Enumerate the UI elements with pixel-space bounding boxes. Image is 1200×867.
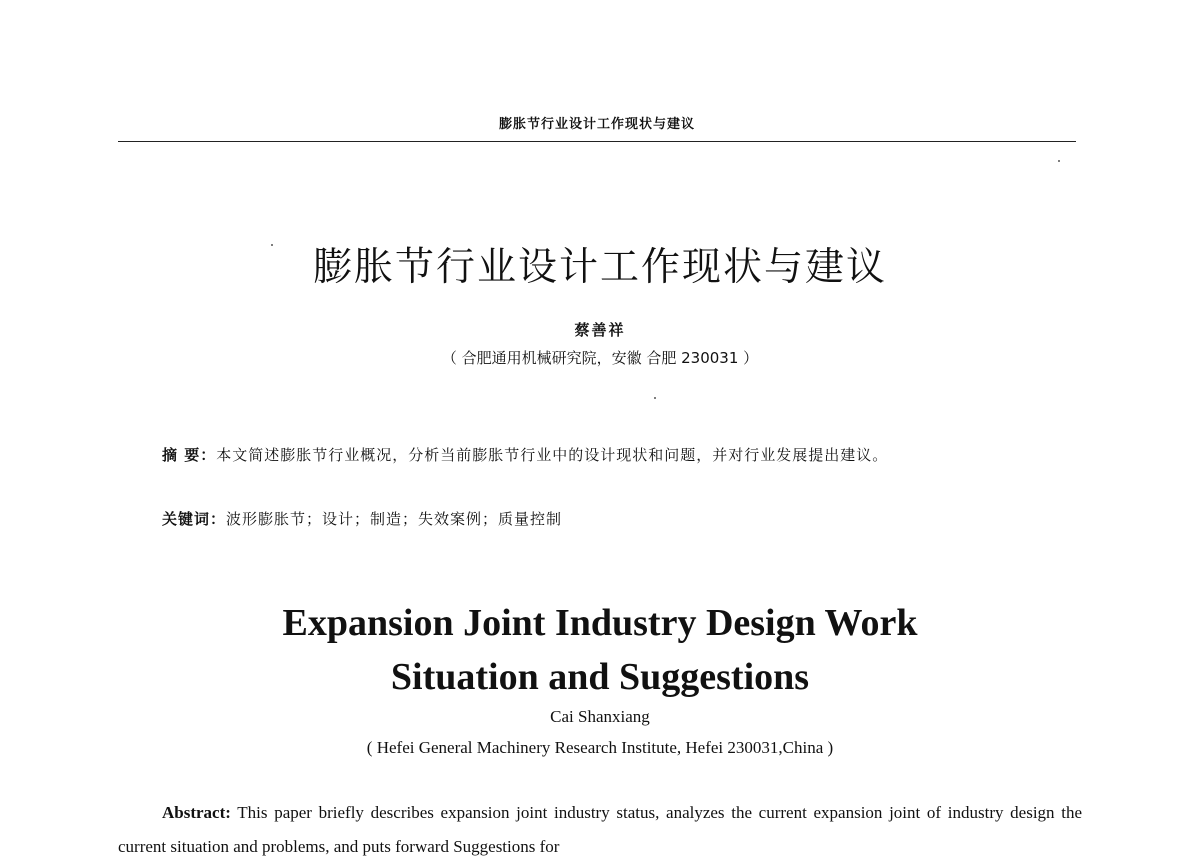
scan-speck: [1058, 160, 1060, 162]
english-abstract-text: This paper briefly describes expansion joint industry status, analyzes the current expansion joint of industry design the current situation and problems, and puts forward Suggestions for: [118, 803, 1082, 856]
chinese-affiliation: （ 合肥通用机械研究院，安徽 合肥 230031 ）: [441, 349, 759, 367]
english-affiliation: ( Hefei General Machinery Research Institute, Hefei 230031,China ): [366, 738, 834, 757]
chinese-abstract-label: 摘 要：: [162, 446, 217, 464]
running-header: 膨胀节行业设计工作现状与建议: [498, 117, 695, 132]
chinese-abstract-text: 本文简述膨胀节行业概况，分析当前膨胀节行业中的设计现状和问题，并对行业发展提出建议。: [216, 446, 889, 464]
chinese-title: 膨胀节行业设计工作现状与建议: [312, 245, 887, 290]
scan-speck: [271, 244, 273, 246]
chinese-keywords-text: 波形膨胀节；设计；制造；失效案例；质量控制: [226, 510, 563, 528]
chinese-author: 蔡善祥: [574, 321, 626, 339]
chinese-keywords: [162, 508, 1082, 529]
english-title-line-2: Situation and Suggestions: [390, 656, 810, 698]
english-author: Cai Shanxiang: [550, 707, 650, 726]
chinese-keywords-label: 关键词：: [162, 510, 227, 528]
english-abstract: [118, 796, 1082, 864]
scan-speck: [654, 397, 656, 399]
english-title: [0, 596, 1200, 704]
english-title-line-1: Expansion Joint Industry Design Work: [282, 602, 918, 644]
chinese-abstract: [118, 440, 1082, 471]
english-abstract-label: Abstract:: [162, 803, 231, 822]
header-rule: [118, 141, 1076, 142]
